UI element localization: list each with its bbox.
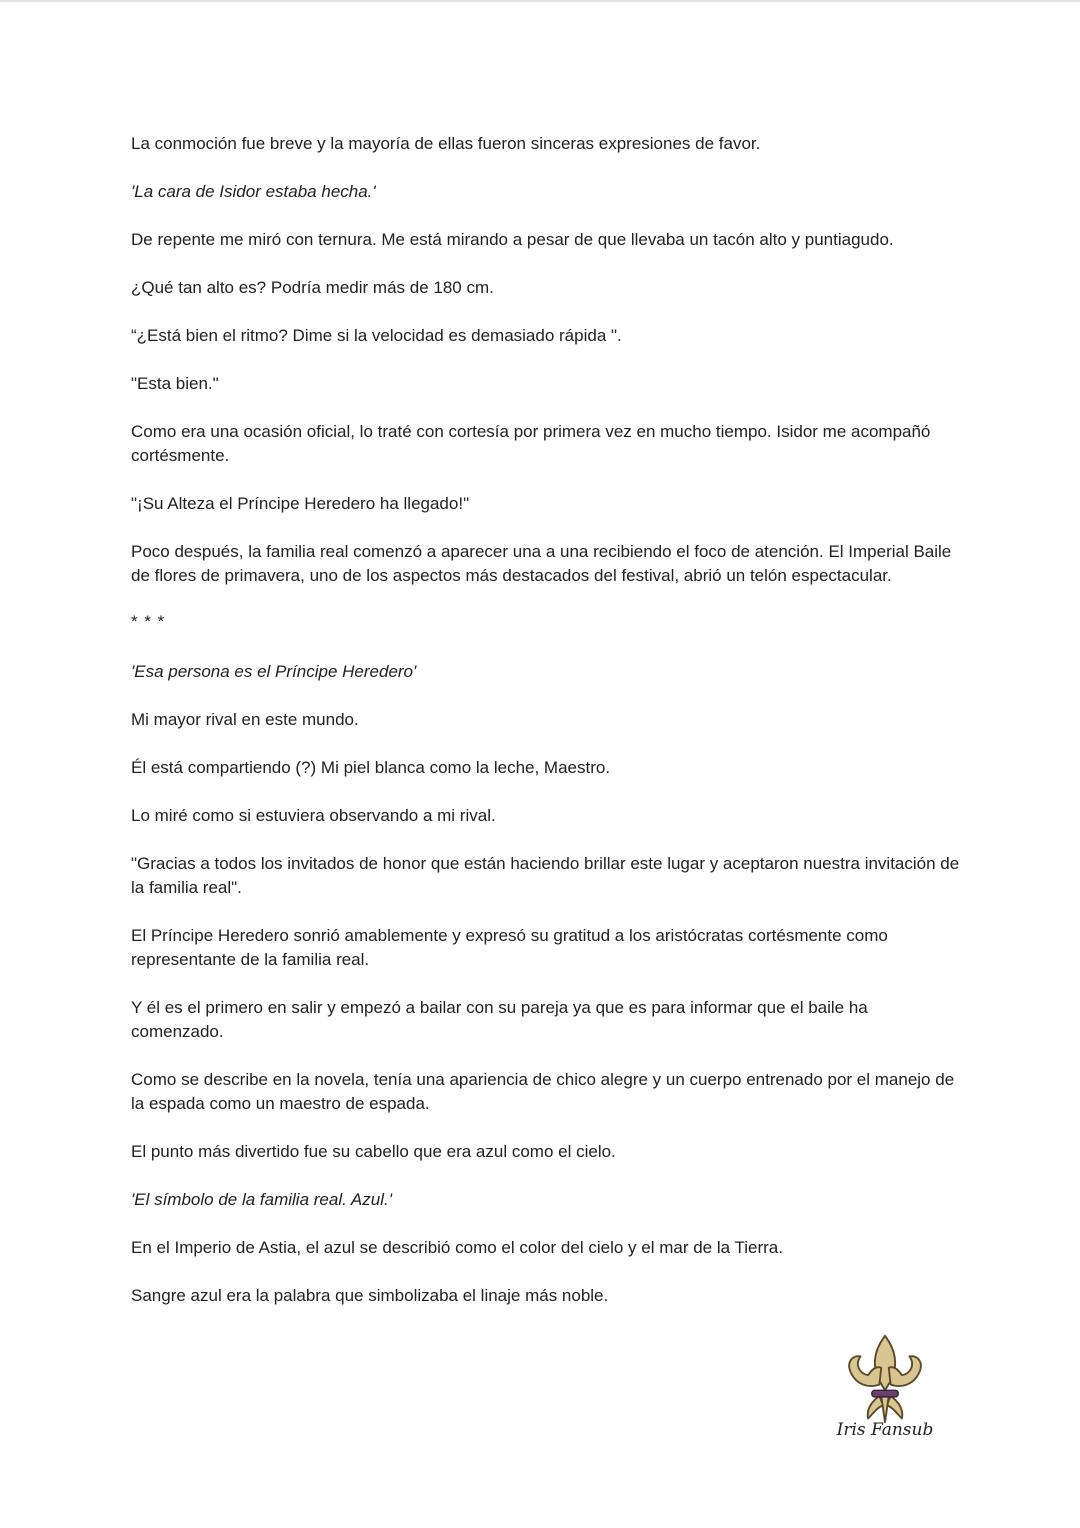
top-border [0, 0, 1080, 2]
paragraph: 'El símbolo de la familia real. Azul.' [131, 1190, 392, 1209]
paragraph: Como se describe en la novela, tenía una apariencia de chico alegre y un cuerpo entrenado por el manejo de la espada como un maestro de espada. [131, 1070, 955, 1113]
paragraph: Él está compartiendo (?) Mi piel blanca como la leche, Maestro. [131, 758, 611, 777]
paragraph: 'La cara de Isidor estaba hecha.' [131, 182, 376, 201]
paragraph: En el Imperio de Astia, el azul se describió como el color del cielo y el mar de la Tierra. [131, 1238, 783, 1257]
paragraph: Como era una ocasión oficial, lo traté con cortesía por primera vez en mucho tiempo. Isidor me acompañó cortésmente. [131, 422, 931, 465]
paragraph: "¡Su Alteza el Príncipe Heredero ha llegado!" [131, 494, 470, 513]
paragraph: Y él es el primero en salir y empezó a bailar con su pareja ya que es para informar que el baile ha comenzado. [131, 998, 868, 1041]
document-body [131, 132, 961, 1332]
paragraph: ¿Qué tan alto es? Podría medir más de 180 cm. [131, 278, 494, 297]
paragraph: "Esta bien." [131, 374, 219, 393]
fleur-de-lis-icon [838, 1332, 932, 1426]
paragraph: “¿Está bien el ritmo? Dime si la velocidad es demasiado rápida ". [131, 326, 622, 345]
paragraph: "Gracias a todos los invitados de honor que están haciendo brillar este lugar y aceptaron nuestra invitación de la familia real". [131, 854, 960, 897]
paragraph: Poco después, la familia real comenzó a aparecer una a una recibiendo el foco de atención. El Imperial Baile de flores de primavera, uno de los aspectos más destacados del festival, abrió un telón espectacular. [131, 542, 952, 585]
section-separator: * * * [131, 612, 166, 631]
paragraph: Lo miré como si estuviera observando a mi rival. [131, 806, 496, 825]
logo-text: Iris Fansub [836, 1420, 934, 1440]
paragraph: El Príncipe Heredero sonrió amablemente y expresó su gratitud a los aristócratas cortésmente como representante de la familia real. [131, 926, 888, 969]
paragraph: Sangre azul era la palabra que simbolizaba el linaje más noble. [131, 1286, 609, 1305]
paragraph: El punto más divertido fue su cabello que era azul como el cielo. [131, 1142, 616, 1161]
paragraph: De repente me miró con ternura. Me está mirando a pesar de que llevaba un tacón alto y puntiagudo. [131, 230, 894, 249]
paragraph: La conmoción fue breve y la mayoría de ellas fueron sinceras expresiones de favor. [131, 134, 761, 153]
paragraph: 'Esa persona es el Príncipe Heredero' [131, 662, 417, 681]
paragraph: Mi mayor rival en este mundo. [131, 710, 359, 729]
watermark-logo [830, 1332, 940, 1452]
